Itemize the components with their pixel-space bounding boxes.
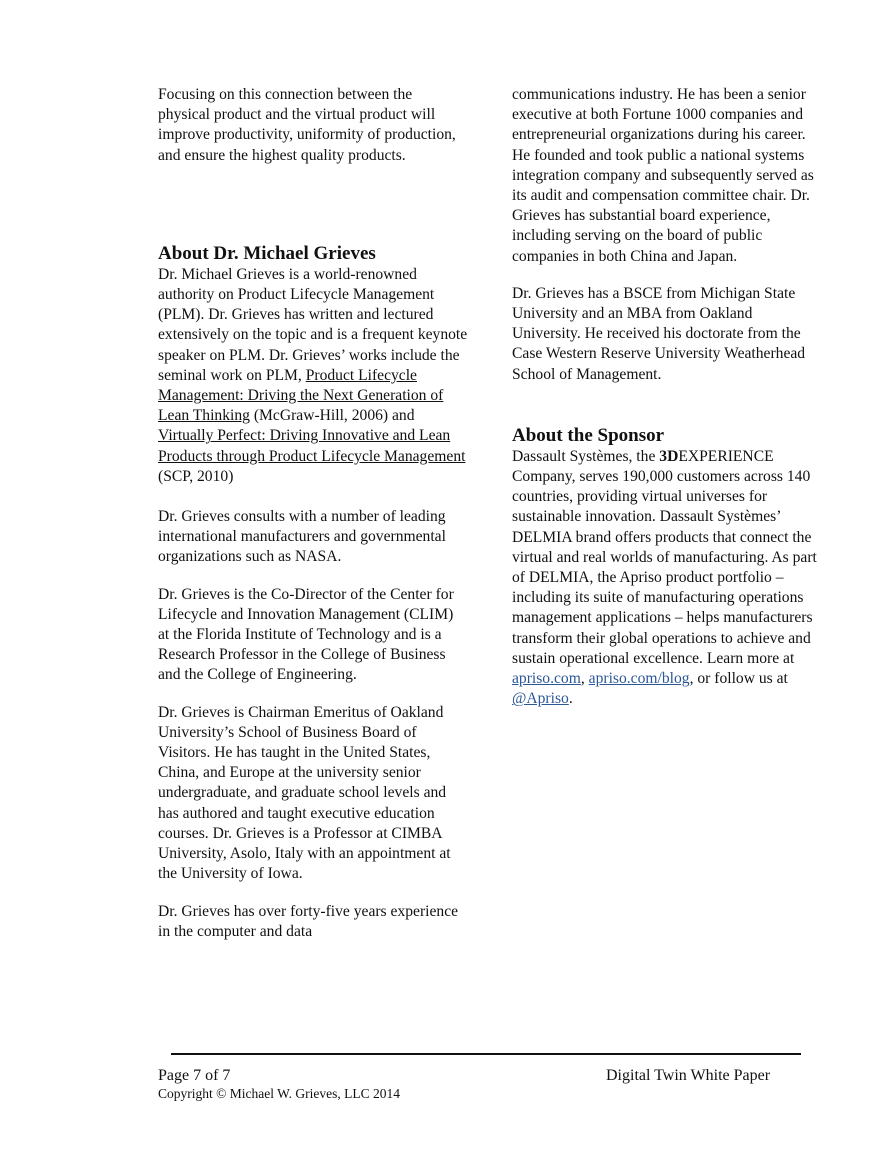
- book1-publisher: (McGraw-Hill, 2006) and: [249, 407, 415, 425]
- bio1-text: Dr. Michael Grieves is a world-renowned authority on Product Lifecycle Management (PLM). Dr. Grieves has written and lectured extensively on the topic and is a frequent keynote speaker on PLM. Dr. Grieves’ works include the seminal work on PLM,: [158, 265, 468, 384]
- apriso-link[interactable]: apriso.com: [512, 670, 581, 688]
- book2-title-link[interactable]: Virtually Perfect: Driving Innovative and Lean Products through Product Lifecycle Management: [158, 427, 466, 465]
- apriso-twitter-link[interactable]: @Apriso: [512, 690, 569, 708]
- sponsor-separator-2: , or follow us at: [689, 670, 788, 688]
- sponsor-brand-bold: 3D: [659, 447, 679, 465]
- author-bio-paragraph-1: [158, 265, 468, 487]
- sponsor-end-period: .: [568, 690, 573, 708]
- author-bio-paragraph-5-start: Dr. Grieves has over forty-five years experience in the computer and data: [158, 902, 459, 940]
- about-sponsor-heading: About the Sponsor: [512, 424, 665, 446]
- author-bio-paragraph-5-continued: communications industry. He has been a senior executive at both Fortune 1000 companies and entrepreneurial organizations during his career. He founded and took public a national systems integration company and subsequently served as its audit and compensation committee chair. Dr. Grieves has substantial board experience, including serving on the board of public companies in both China and Japan.: [512, 86, 814, 265]
- book1-title-link[interactable]: Product Lifecycle Management: Driving the Next Generation of Lean Thinking: [158, 366, 444, 425]
- sponsor-prefix: Dassault Systèmes, the: [512, 447, 660, 465]
- copyright-notice: Copyright © Michael W. Grieves, LLC 2014: [158, 1086, 400, 1101]
- about-author-heading: About Dr. Michael Grieves: [158, 242, 376, 264]
- book2-publisher: (SCP, 2010): [158, 467, 234, 485]
- right-column: [512, 85, 817, 709]
- left-column: [158, 85, 468, 942]
- sponsor-brand-rest: EXPERIENCE: [678, 447, 774, 465]
- author-bio-paragraph-2: Dr. Grieves consults with a number of leading international manufacturers and governmental organizations such as NASA.: [158, 508, 446, 566]
- author-bio-paragraph-4: Dr. Grieves is Chairman Emeritus of Oakland University’s School of Business Board of Visitors. He has taught in the United States, China, and Europe at the university senior undergraduate, and graduate school levels and has authored and taught executive education courses. Dr. Grieves is a Professor at CIMBA University, Asolo, Italy with an appointment at the University of Iowa.: [158, 703, 451, 883]
- sponsor-paragraph: [512, 447, 817, 710]
- author-bio-paragraph-6: Dr. Grieves has a BSCE from Michigan State University and an MBA from Oakland University. He received his doctorate from the Case Western Reserve University Weatherhead School of Management.: [512, 284, 806, 383]
- apriso-blog-link[interactable]: apriso.com/blog: [588, 670, 690, 688]
- document-title: Digital Twin White Paper: [606, 1067, 771, 1084]
- sponsor-separator-1: ,: [580, 670, 589, 688]
- author-bio-paragraph-3: Dr. Grieves is the Co-Director of the Center for Lifecycle and Innovation Management (CLIM) at the Florida Institute of Technology and is a Research Professor in the College of Business and the College of Engineering.: [158, 585, 454, 684]
- page-number: Page 7 of 7: [158, 1067, 231, 1084]
- sponsor-body: Company, serves 190,000 customers across 140 countries, providing virtual universes for sustainable innovation. Dassault Systèmes’ DELMIA brand offers products that connect the virtual and real worlds of manufacturing. As part of DELMIA, the Apriso product portfolio – including its suite of manufacturing operations management applications – helps manufacturers transform their global operations to achieve and sustain operational excellence. Learn more at: [512, 468, 817, 667]
- intro-paragraph: Focusing on this connection between the physical product and the virtual product will improve productivity, uniformity of production, and ensure the highest quality products.: [158, 86, 456, 164]
- footer-divider: [171, 1053, 801, 1055]
